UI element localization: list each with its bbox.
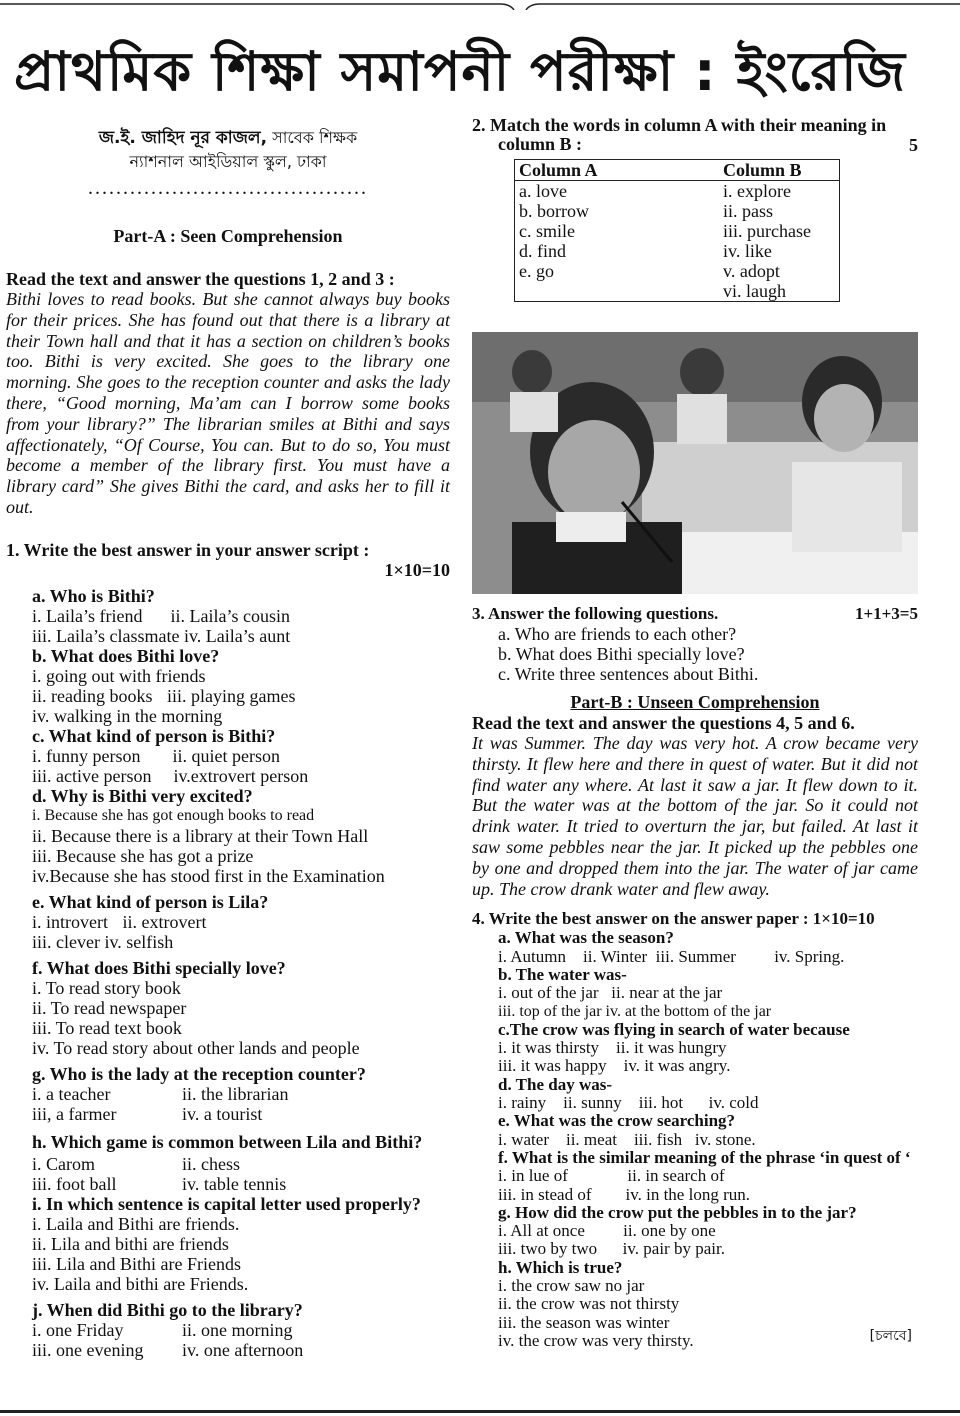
option: i. All at once ii. one by one: [498, 1221, 716, 1241]
cell: d. find: [519, 241, 566, 261]
table-row: [515, 261, 840, 281]
column-b-header: Column B: [719, 160, 840, 181]
q4-item-g: [498, 1204, 918, 1259]
option: iv. Laila’s aunt: [183, 625, 291, 646]
option: i. Laila and Bithi are friends.: [32, 1213, 240, 1234]
option: iii. Because she has got a prize: [32, 845, 254, 866]
option: ii. Lila and bithi are friends: [32, 1233, 229, 1254]
option: iv. the crow was very thirsty.: [498, 1330, 694, 1350]
option: i. Because she has got enough books to read: [32, 806, 315, 824]
option: ii. the librarian: [182, 1083, 289, 1104]
q1-item-a: [32, 586, 450, 646]
q4-item-b-question: b. The water was-: [498, 964, 627, 984]
match-table: [514, 159, 840, 302]
option: iii. Lila and Bithi are Friends: [32, 1253, 241, 1274]
cell: iv. like: [723, 241, 772, 261]
question-1-text: 1. Write the best answer in your answer script :: [6, 539, 370, 560]
classroom-photo: [472, 332, 918, 594]
option: iii. the season was winter: [498, 1312, 670, 1332]
q4-item-a: [498, 929, 918, 966]
option: i. Carom: [32, 1153, 95, 1174]
q1-a-opts-row2: [32, 626, 450, 646]
option: ii. quiet person: [172, 745, 280, 766]
option: i. one Friday: [32, 1319, 124, 1340]
option: ii. chess: [182, 1153, 240, 1174]
q4-item-e: [498, 1112, 918, 1149]
bottom-rule: [0, 1410, 960, 1413]
q4-item-c: [498, 1021, 918, 1076]
option: iv. walking in the morning: [32, 705, 223, 726]
option: i. water ii. meat iii. fish iv. stone.: [498, 1129, 756, 1149]
option: ii. Because there is a library at their Town Hall: [32, 825, 369, 846]
option: i. the crow saw no jar: [498, 1276, 645, 1296]
option: iv.Because she has stood first in the Examination: [32, 865, 385, 886]
cell: ii. pass: [723, 201, 774, 221]
option: iii. active person: [32, 765, 152, 786]
top-frame-decoration: [0, 0, 960, 10]
list-item: c. Write three sentences about Bithi.: [498, 664, 759, 684]
author-role: সাবেক শিক্ষক: [272, 128, 358, 147]
option: iv. one afternoon: [182, 1339, 304, 1360]
option: ii. the crow was not thirsty: [498, 1294, 680, 1314]
q4-item-f: [498, 1149, 918, 1204]
q1-item-i: [32, 1194, 450, 1294]
q1-item-g-question: g. Who is the lady at the reception counter?: [32, 1063, 366, 1084]
q1-item-e: [32, 892, 450, 952]
question-1: [6, 540, 450, 580]
option: i. in lue of ii. in search of: [498, 1166, 725, 1186]
part-b-instruction: Read the text and answer the questions 4, 5 and 6.: [472, 713, 855, 733]
author-name: জ.ই. জাহিদ নূর কাজল,: [98, 128, 268, 148]
option: i. Laila’s friend: [32, 605, 143, 626]
cell: c. smile: [519, 221, 575, 241]
q1-a-opts-row1: [32, 606, 450, 626]
question-2-text: 2. Match the words in column A with their meaning in column B :: [472, 115, 887, 154]
page-title: প্রাথমিক শিক্ষা সমাপনী পরীক্ষা : ইংরেজি: [14, 40, 906, 103]
q4-item-a-question: a. What was the season?: [498, 928, 674, 948]
q1-item-c: [32, 726, 450, 786]
cell: i. explore: [723, 181, 791, 201]
table-row: [515, 181, 840, 202]
column-a-header: Column A: [515, 160, 720, 181]
part-b-heading: Part-B : Unseen Comprehension: [570, 692, 820, 712]
q1-item-h-question: h. Which game is common between Lila and Bithi?: [32, 1131, 423, 1152]
question-3-text: 3. Answer the following questions.: [472, 604, 719, 623]
q4-item-b: [498, 966, 918, 1021]
students-writing-image: [472, 332, 918, 594]
option: i. introvert: [32, 911, 108, 932]
q1-item-h: [32, 1130, 450, 1194]
q1-item-d: [32, 786, 450, 886]
q1-item-b-question: b. What does Bithi love?: [32, 645, 220, 666]
q1-item-c-question: c. What kind of person is Bithi?: [32, 725, 276, 746]
q1-item-f-question: f. What does Bithi specially love?: [32, 957, 286, 978]
question-2-marks: 5: [909, 135, 918, 155]
cell: a. love: [519, 181, 567, 201]
option: iii. one evening: [32, 1339, 144, 1360]
option: i. a teacher: [32, 1083, 111, 1104]
option: iii. two by two iv. pair by pair.: [498, 1239, 725, 1259]
right-column: [472, 116, 918, 1350]
question-3: [472, 604, 918, 624]
q4-items: [498, 929, 918, 1350]
q1-item-e-question: e. What kind of person is Lila?: [32, 891, 269, 912]
option: iii. foot ball: [32, 1173, 117, 1194]
cell: e. go: [519, 261, 554, 281]
option: i. rainy ii. sunny iii. hot iv. cold: [498, 1093, 759, 1113]
table-row: [515, 201, 840, 221]
part-a-passage: Bithi loves to read books. But she cannot always buy books for their prices. She has found out that there is a library at their Town hall and that it has a section on children’s books too. Bithi is very excited. She goes to the library one morning. She goes to the reception counter and asks the lady there, “Good morning, Ma’am can I borrow some books from your library?” The librarian smiles at Bithi and says affectionately, “Of Course, You can. But to do so, You must become a member of the library first. You must have a library card” She gives Bithi the card, and asks her to fill it out.: [6, 289, 450, 517]
table-row: [515, 221, 840, 241]
part-b-passage: It was Summer. The day was very hot. A crow became very thirsty. It flew here and there in quest of water. But it did not find water any where. At last it saw a jar. It flew down to it. But the water was at the bottom of the jar. So it could not drink water. It tried to overturn the jar, but failed. At last it saw some pebbles near the jar. It picked up the pebbles one by one and dropped them into the jar. The water of jar came up. The crow drank water and flew away.: [472, 733, 918, 899]
option: ii. reading books: [32, 685, 153, 706]
q4-item-d-question: d. The day was-: [498, 1074, 612, 1094]
option: iv. table tennis: [182, 1173, 287, 1194]
option: i. out of the jar ii. near at the jar: [498, 983, 723, 1003]
part-a-instruction: Read the text and answer the questions 1, 2 and 3 :: [6, 269, 395, 289]
cell: vi. laugh: [723, 281, 786, 301]
option: iii. in stead of iv. in the long run.: [498, 1184, 750, 1204]
q4-item-g-question: g. How did the crow put the pebbles in to the jar?: [498, 1202, 857, 1222]
q3-items: [498, 624, 918, 684]
question-3-marks: 1+1+3=5: [854, 604, 918, 623]
q1-item-j: [32, 1300, 450, 1360]
q1-item-a-question: a. Who is Bithi?: [32, 585, 155, 606]
author-school: ন্যাশনাল আইডিয়াল স্কুল, ঢাকা: [129, 152, 327, 171]
option: iii, a farmer: [32, 1103, 117, 1124]
q4-item-c-question: c.The crow was flying in search of water because: [498, 1019, 850, 1039]
option: ii. Laila’s cousin: [170, 605, 290, 626]
q1-item-g: [32, 1064, 450, 1124]
cell: [515, 281, 720, 302]
option: i. it was thirsty ii. it was hungry: [498, 1038, 727, 1058]
option: i. Autumn ii. Winter iii. Summer iv. Spring.: [498, 946, 845, 966]
q1-item-j-question: j. When did Bithi go to the library?: [32, 1299, 303, 1320]
option: ii. extrovert: [122, 911, 207, 932]
option: iii. Laila’s classmate: [32, 625, 180, 646]
question-1-marks: 1×10=10: [384, 559, 450, 580]
table-row: [515, 241, 840, 261]
cell: b. borrow: [519, 201, 589, 221]
option: ii. To read newspaper: [32, 997, 187, 1018]
q4-item-f-question: f. What is the similar meaning of the phrase ‘in quest of ‘: [498, 1147, 911, 1167]
q1-item-b: [32, 646, 450, 726]
q4-item-e-question: e. What was the crow searching?: [498, 1111, 736, 1131]
option: i. To read story book: [32, 977, 181, 998]
q4-item-d: [498, 1076, 918, 1113]
continued-marker: [চলবে]: [869, 1328, 912, 1345]
option: iii. it was happy iv. it was angry.: [498, 1056, 731, 1076]
q1-item-d-question: d. Why is Bithi very excited?: [32, 785, 253, 806]
q4-item-h-question: h. Which is true?: [498, 1257, 623, 1277]
question-4-text: 4. Write the best answer on the answer paper : 1×10=10: [472, 909, 875, 929]
option: iv. To read story about other lands and people: [32, 1037, 360, 1058]
option: iv. Laila and bithi are Friends.: [32, 1273, 249, 1294]
option: iv.extrovert person: [173, 765, 309, 786]
part-a-heading: Part-A : Seen Comprehension: [113, 226, 343, 246]
q1-item-f: [32, 958, 450, 1058]
cell: iii. purchase: [723, 221, 811, 241]
option: i. funny person: [32, 745, 141, 766]
author-block: [6, 126, 450, 174]
option: iii. clever iv. selfish: [32, 931, 174, 952]
question-2: [472, 116, 918, 155]
left-column: [6, 110, 450, 1360]
table-row: [515, 281, 840, 302]
option: iii. playing games: [166, 685, 296, 706]
dotted-separator: ........................................: [88, 177, 368, 199]
list-item: a. Who are friends to each other?: [498, 624, 737, 644]
option: iii. To read text book: [32, 1017, 182, 1038]
list-item: b. What does Bithi specially love?: [498, 644, 745, 664]
cell: v. adopt: [723, 261, 780, 281]
option: i. going out with friends: [32, 665, 206, 686]
option: ii. one morning: [182, 1319, 293, 1340]
option: iii. top of the jar iv. at the bottom of the jar: [498, 1002, 772, 1020]
q1-item-i-question: i. In which sentence is capital letter used properly?: [32, 1193, 421, 1214]
q4-item-h: [498, 1259, 918, 1350]
option: iv. a tourist: [182, 1103, 263, 1124]
